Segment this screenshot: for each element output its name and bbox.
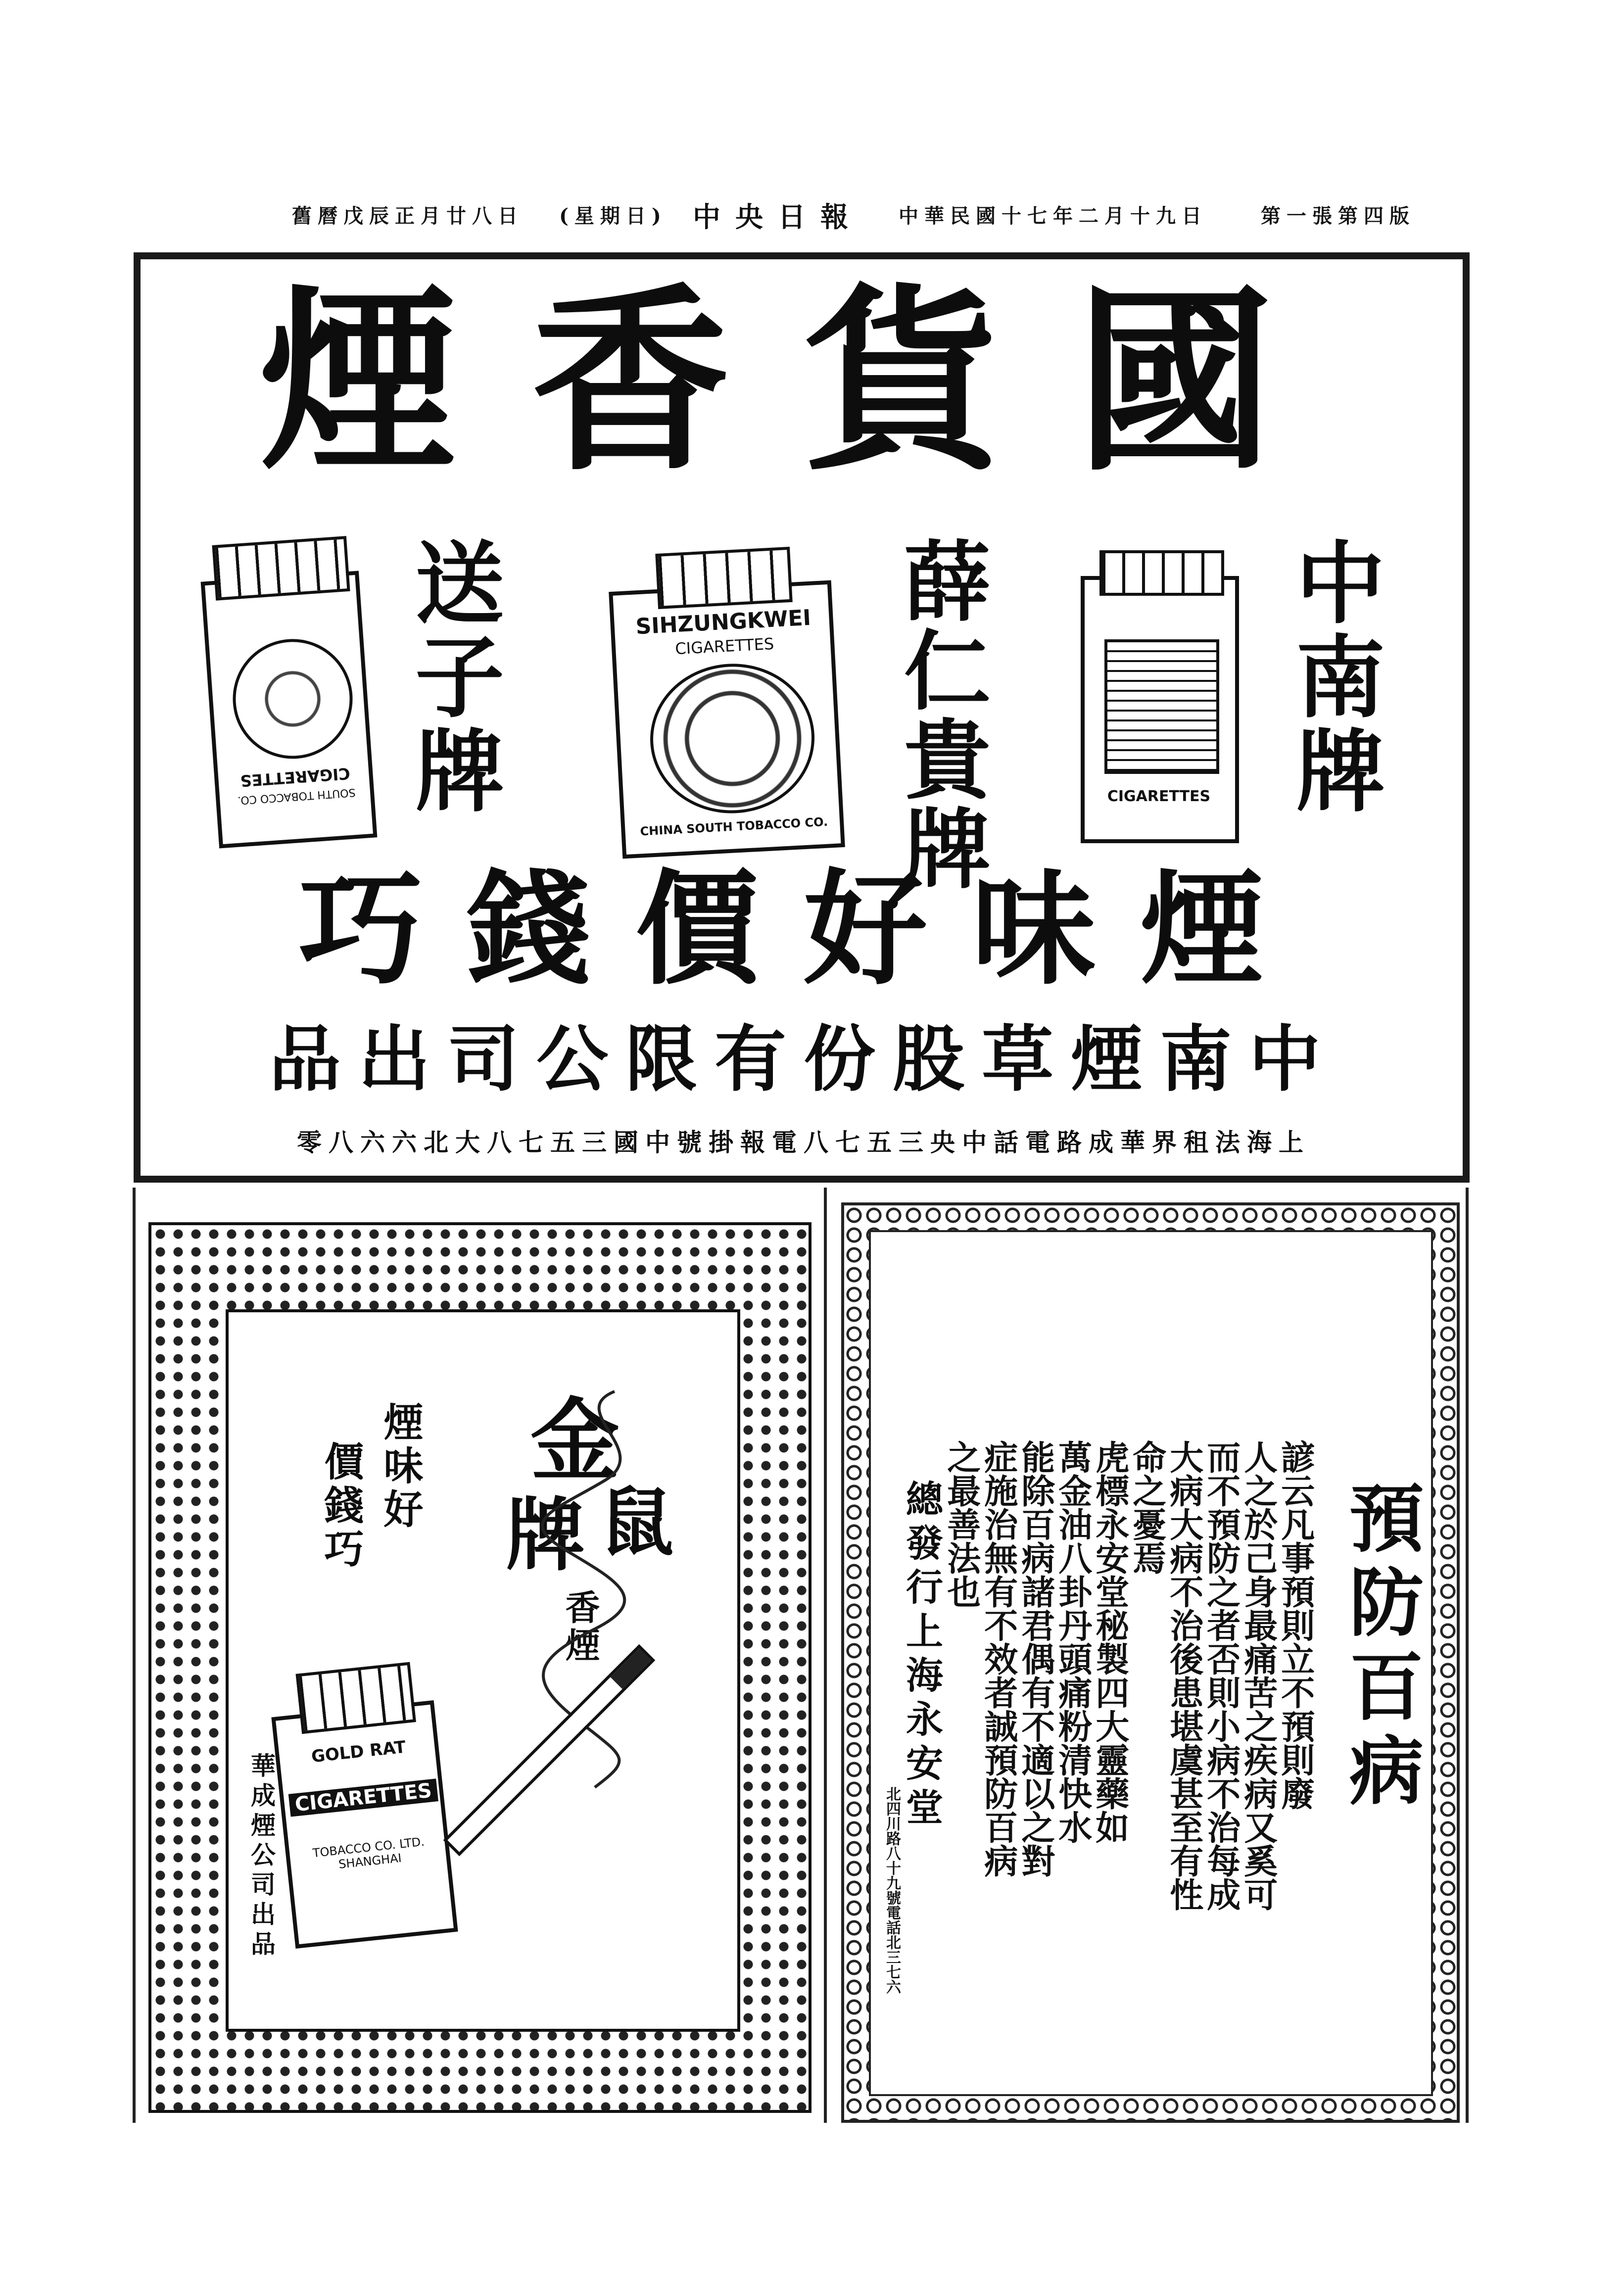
medicine-ad-col: 大病大病不治後患堪虞甚至有性 <box>1164 1440 1204 1911</box>
pack-label: CIGARETTES <box>674 634 775 659</box>
top-ad-address: 上海法租界華成路電話中央三五七八電報掛號中國三五七八大北六六八零 <box>297 1128 1310 1157</box>
pack-label: CIGARETTES <box>239 764 351 791</box>
left-border <box>133 1188 136 2123</box>
brand-label-songzi: 送子牌 <box>400 536 504 818</box>
pack-cigarettes-row <box>295 1662 416 1734</box>
pack-brand-name: GOLD RAT <box>310 1737 407 1767</box>
paper-name: 中央日報 <box>693 201 863 234</box>
gold-ad-maker: 華成煙公司出品 <box>247 1753 276 1961</box>
pack-label: CIGARETTES <box>1107 788 1211 805</box>
gold-ad-product: 香煙 <box>560 1589 601 1665</box>
gold-ad-brand-char-1: 金 <box>530 1388 620 1493</box>
medicine-ad-col: 症施治無有不效者誠預防百病 <box>978 1440 1018 1877</box>
brand-label-xuerengui: 薛仁貴牌 <box>890 536 990 893</box>
medicine-ad-col: 能除百病諸君偶有不適以之對 <box>1015 1440 1055 1877</box>
right-border <box>1466 1188 1469 2123</box>
gold-ad-brand-char-2: 鼠 <box>600 1479 674 1566</box>
top-ad-headline: 國貨香煙 <box>259 268 1348 498</box>
medicine-ad-panel <box>869 1230 1433 2096</box>
date-western: 中華民國十七年二月十九日 <box>899 204 1207 228</box>
pack-mother-child-image <box>229 635 356 763</box>
gold-ad-panel <box>226 1309 740 2032</box>
pack-label: CIGARETTES <box>288 1778 438 1817</box>
pack-maker: TOBACCO CO. LTD. SHANGHAI <box>312 1834 426 1871</box>
medicine-ad-col: 命之憂焉 <box>1127 1440 1167 1575</box>
medicine-ad-border <box>841 1202 1460 2123</box>
top-ad-company: 中南煙草股份有限公司出品 <box>269 1018 1338 1101</box>
brand-label-zhongnan: 中南牌 <box>1281 536 1384 818</box>
vertical-divider <box>824 1188 827 2123</box>
pack-maker: CHINA SOUTH TOBACCO CO. <box>639 814 828 839</box>
medicine-ad-note: 北四川路八十九號電話北三七六 <box>883 1786 901 1994</box>
pack-xuerengui <box>609 580 845 859</box>
medicine-ad-title: 預防百病 <box>1337 1480 1423 1816</box>
weekday: (星期日) <box>559 204 667 228</box>
gold-ad-border <box>148 1222 812 2113</box>
date-lunar: 舊曆戊辰正月廿八日 <box>292 204 524 228</box>
pack-zhongnan <box>1081 576 1239 843</box>
pack-brand-name: SIHZUNGKWEI <box>635 605 812 640</box>
top-ad-slogan: 煙味好價錢巧 <box>299 858 1308 1002</box>
medicine-ad-distributor: 總發行上海永安堂 <box>900 1480 944 1832</box>
medicine-ad-col: 之最善法也 <box>941 1440 981 1608</box>
pack-cigarettes-row <box>1099 550 1224 596</box>
gold-ad-tagline-1: 煙味好 <box>377 1401 424 1532</box>
masthead <box>129 195 1415 234</box>
page-label: 第一張第四版 <box>1261 204 1415 228</box>
gold-ad-tagline-2: 價錢巧 <box>318 1441 364 1572</box>
medicine-ad-col: 人之於己身最痛苦之疾病又奚可 <box>1238 1440 1278 1911</box>
medicine-ad-col: 諺云凡事預則立不預則廢 <box>1275 1440 1315 1810</box>
medicine-ad-col: 虎標永安堂秘製四大靈藥如 <box>1090 1440 1130 1844</box>
pack-building-image <box>1104 639 1219 774</box>
gold-ad-pack <box>271 1700 458 1949</box>
top-ad-frame <box>134 252 1470 1183</box>
pack-maker: SOUTH TOBACCO CO. <box>237 786 356 807</box>
medicine-ad-col: 萬金油八卦丹頭痛粉清快水 <box>1052 1440 1093 1844</box>
smoke-swirl <box>417 1372 674 1797</box>
pack-cigarettes-row <box>655 547 792 609</box>
pack-songzi <box>201 571 378 848</box>
gold-ad-brand-char-3: 牌 <box>506 1488 585 1581</box>
medicine-ad-col: 而不預防之者否則小病不治每成 <box>1201 1440 1241 1911</box>
pack-warrior-image <box>646 660 818 817</box>
pack-cigarettes-row <box>212 536 350 601</box>
